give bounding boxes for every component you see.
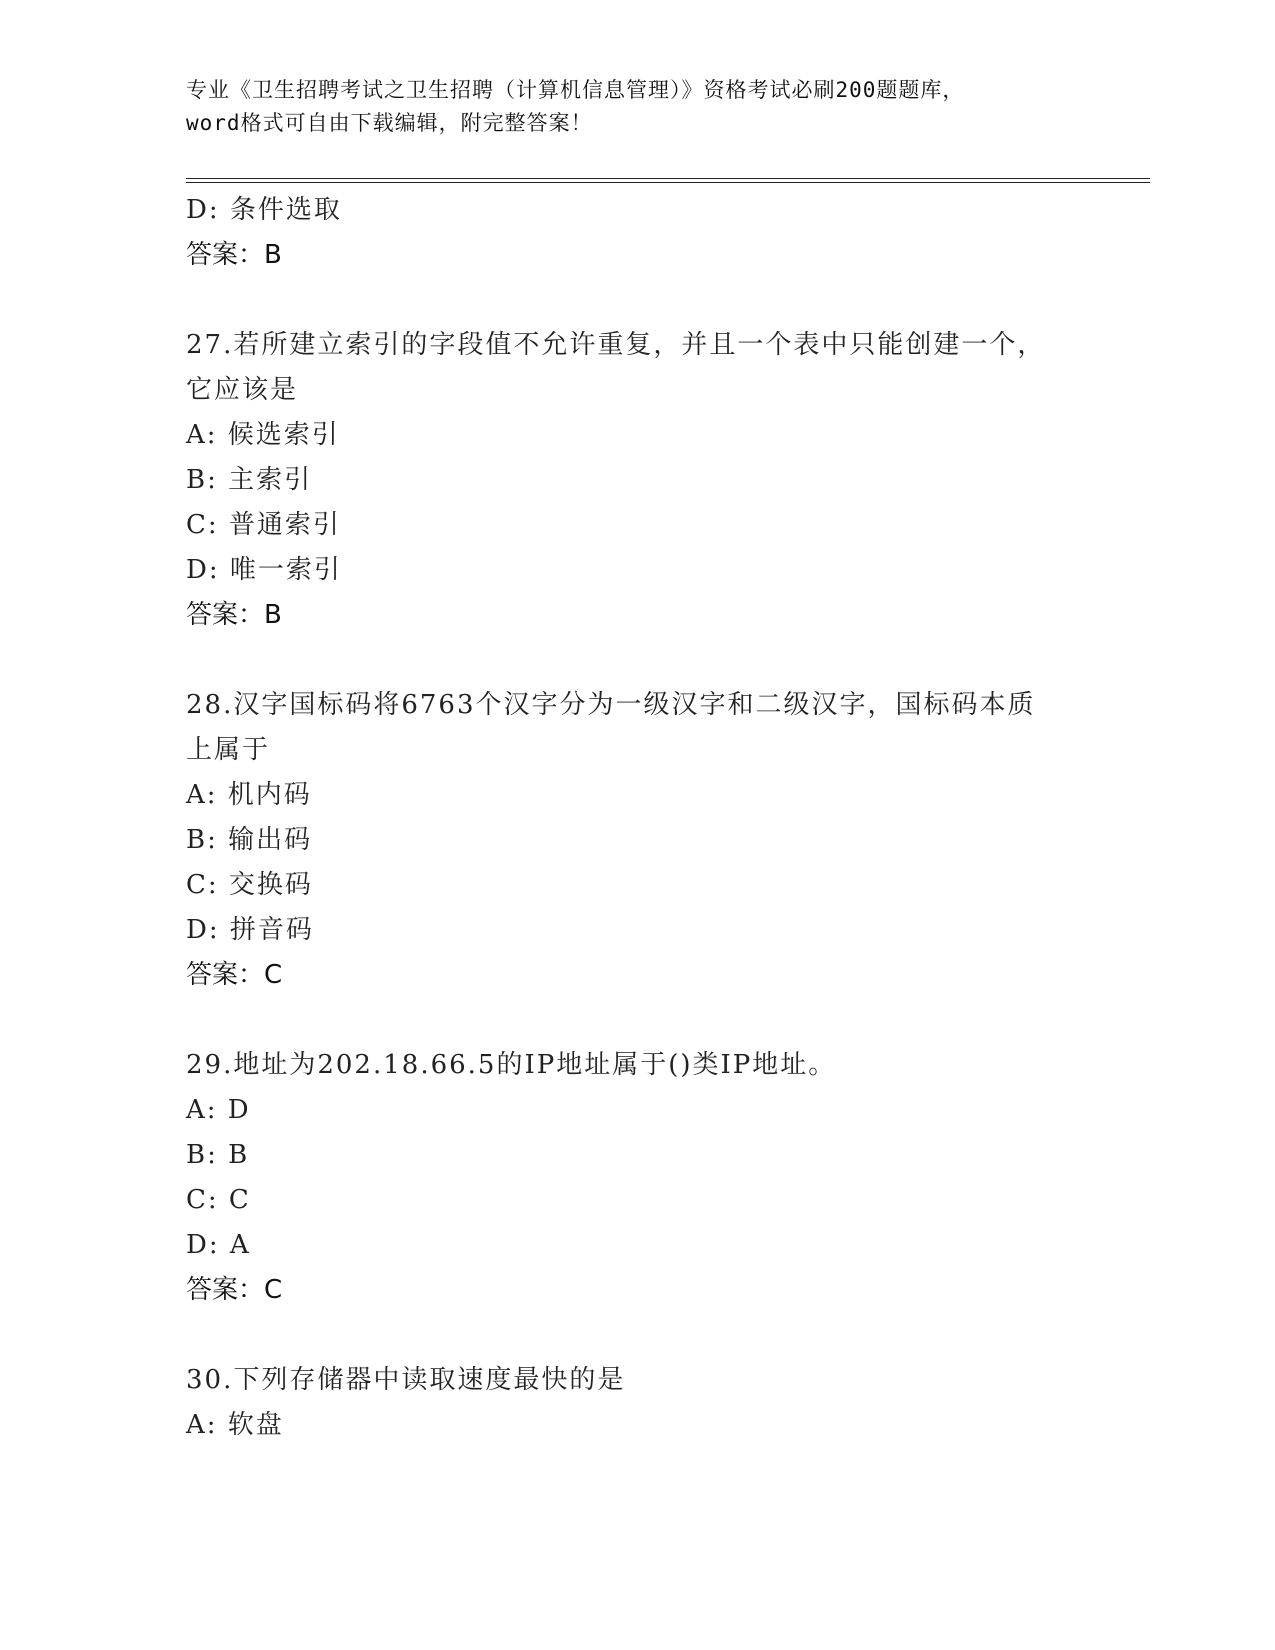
question-block-27 [186,323,1086,638]
question-stem: 30.下列存储器中读取速度最快的是 [186,1365,626,1395]
spacer [186,278,1086,323]
option-a: A: D [186,1095,251,1125]
option-c: C: 交换码 [186,870,313,900]
spacer [186,998,1086,1043]
answer-line: 答案：C [186,960,283,990]
option-a: A: 机内码 [186,780,312,810]
option-a: A: 候选索引 [186,420,340,450]
option-d: D: A [186,1230,251,1260]
question-stem: 28.汉字国标码将6763个汉字分为一级汉字和二级汉字，国标码本质 [186,690,1036,720]
question-stem-continued: 上属于 [186,735,271,765]
option-d: D: 条件选取 [186,195,342,225]
document-header [186,74,1086,140]
answer-line: 答案：C [186,1275,283,1305]
question-stem: 29.地址为202.18.66.5的IP地址属于()类IP地址。 [186,1050,837,1080]
option-d: D: 拼音码 [186,915,314,945]
question-block-30 [186,1358,1086,1448]
answer-line: 答案：B [186,240,282,270]
option-b: B: 输出码 [186,825,313,855]
question-block-28 [186,683,1086,998]
question-stem: 27.若所建立索引的字段值不允许重复，并且一个表中只能创建一个， [186,330,1046,360]
option-b: B: B [186,1140,250,1170]
header-divider [186,178,1150,183]
header-title-line1: 专业《卫生招聘考试之卫生招聘（计算机信息管理）》资格考试必刷200题题库， [186,78,965,102]
header-title-line2: word格式可自由下载编辑，附完整答案！ [186,111,593,135]
option-d: D: 唯一索引 [186,555,342,585]
option-c: C: C [186,1185,251,1215]
spacer [186,1313,1086,1358]
question-stem-continued: 它应该是 [186,375,299,405]
document-body [186,188,1086,1448]
question-block-prev [186,188,1086,278]
question-block-29 [186,1043,1086,1313]
option-b: B: 主索引 [186,465,313,495]
option-a: A: 软盘 [186,1410,284,1440]
answer-line: 答案：B [186,600,282,630]
spacer [186,638,1086,683]
option-c: C: 普通索引 [186,510,341,540]
